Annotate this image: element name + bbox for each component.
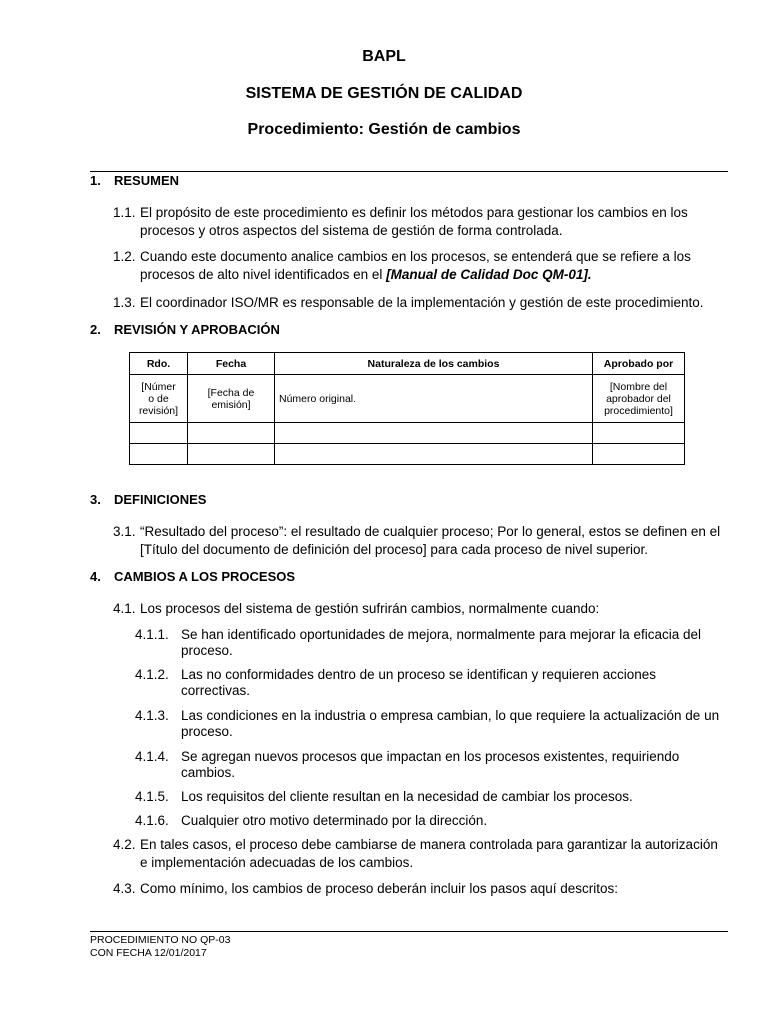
item-text: Cualquier otro motivo determinado por la dirección.: [181, 813, 488, 828]
quality-manual-reference: [Manual de Calidad Doc QM-01].: [386, 267, 592, 282]
cell-fecha: [Fecha de emisión]: [188, 375, 275, 423]
paragraph-4-3: [113, 880, 723, 898]
item-text: Se han identificado oportunidades de mejora, normalmente para mejorar la eficacia del proceso.: [181, 627, 702, 658]
paragraph-4-1: [113, 600, 723, 618]
header-divider: [90, 171, 728, 172]
item-number: 1.3.: [113, 295, 136, 310]
cell-rdo: [Númer o de revisión]: [130, 375, 188, 423]
cell-empty: [593, 444, 685, 465]
item-number: 4.1.4.: [135, 749, 169, 764]
footer-date: CON FECHA 12/01/2017: [90, 947, 207, 959]
table-header-row: [130, 353, 685, 375]
item-text: Se agregan nuevos procesos que impactan en los procesos existentes, requiriendo cambios.: [181, 749, 680, 780]
paragraph-3-1: [113, 523, 723, 559]
section-number: 1.: [90, 173, 101, 188]
item-text: Los requisitos del cliente resultan en la necesidad de cambiar los procesos.: [181, 789, 633, 804]
cell-empty: [188, 423, 275, 444]
table-row: [130, 444, 685, 465]
item-text: El propósito de este procedimiento es definir los métodos para gestionar los cambios en los procesos y otros aspectos del sistema de gestión de forma controlada.: [140, 205, 688, 238]
item-text: “Resultado del proceso”: el resultado de cualquier proceso; Por lo general, estos se definen en el [Título del documento de definición del proceso] para cada proceso de nivel superior.: [140, 524, 721, 557]
org-title: BAPL: [362, 48, 406, 65]
footer-divider: [90, 931, 728, 932]
procedure-title: Procedimiento: Gestión de cambios: [247, 121, 521, 138]
item-number: 4.2.: [113, 837, 136, 852]
col-header-naturaleza: Naturaleza de los cambios: [275, 353, 593, 375]
cell-empty: [188, 444, 275, 465]
cell-empty: [130, 444, 188, 465]
item-number: 4.1.1.: [135, 627, 169, 642]
section-title: DEFINICIONES: [114, 492, 207, 507]
item-text: Cuando este documento analice cambios en los procesos, se entenderá que se refiere a los procesos de alto nivel identificados en el: [140, 249, 691, 282]
item-number: 3.1.: [113, 524, 136, 539]
list-item-4-1-2: [135, 667, 725, 699]
list-item-4-1-6: [135, 813, 725, 829]
item-text: Como mínimo, los cambios de proceso deberán incluir los pasos aquí descritos:: [140, 881, 618, 896]
section-heading-definiciones: [90, 492, 206, 507]
section-number: 3.: [90, 492, 101, 507]
section-title: RESUMEN: [114, 173, 180, 188]
item-number: 4.1.5.: [135, 789, 169, 804]
system-title: SISTEMA DE GESTIÓN DE CALIDAD: [245, 85, 523, 102]
item-number: 4.1.: [113, 601, 136, 616]
item-text: En tales casos, el proceso debe cambiarse de manera controlada para garantizar la autorización e implementación adecuadas de los cambios.: [140, 837, 718, 870]
item-text: Los procesos del sistema de gestión sufrirán cambios, normalmente cuando:: [140, 601, 600, 616]
cell-naturaleza: Número original.: [275, 375, 593, 423]
section-heading-revision: [90, 322, 280, 337]
section-number: 4.: [90, 569, 101, 584]
section-heading-resumen: [90, 173, 179, 188]
paragraph-1-3: [113, 294, 723, 312]
list-item-4-1-3: [135, 708, 725, 740]
cell-empty: [593, 423, 685, 444]
col-header-aprobado: Aprobado por: [593, 353, 685, 375]
cell-empty: [275, 444, 593, 465]
item-text: El coordinador ISO/MR es responsable de la implementación y gestión de este procedimiento.: [140, 295, 704, 310]
list-item-4-1-4: [135, 749, 725, 781]
item-number: 1.2.: [113, 249, 136, 264]
table-row: [130, 423, 685, 444]
list-item-4-1-5: [135, 789, 725, 805]
item-number: 4.1.2.: [135, 667, 169, 682]
item-text: Las condiciones en la industria o empresa cambian, lo que requiere la actualización de un proceso.: [181, 708, 720, 739]
paragraph-4-2: [113, 836, 723, 872]
section-title: CAMBIOS A LOS PROCESOS: [114, 569, 296, 584]
item-number: 4.3.: [113, 881, 136, 896]
col-header-fecha: Fecha: [188, 353, 275, 375]
section-title: REVISIÓN Y APROBACIÓN: [114, 322, 280, 337]
col-header-rdo: Rdo.: [130, 353, 188, 375]
section-heading-cambios: [90, 569, 295, 584]
item-number: 4.1.6.: [135, 813, 169, 828]
item-number: 4.1.3.: [135, 708, 169, 723]
page-footer: [90, 934, 230, 960]
cell-empty: [275, 423, 593, 444]
cell-aprobado: [Nombre del aprobador del procedimiento]: [593, 375, 685, 423]
paragraph-1-2: [113, 248, 723, 284]
list-item-4-1-1: [135, 627, 725, 659]
table-row: [130, 375, 685, 423]
item-number: 1.1.: [113, 205, 136, 220]
item-text: Las no conformidades dentro de un proceso se identifican y requieren acciones correctivas.: [181, 667, 657, 698]
footer-procedure-number: PROCEDIMIENTO NO QP-03: [90, 934, 231, 946]
paragraph-1-1: [113, 204, 723, 240]
section-number: 2.: [90, 322, 101, 337]
cell-empty: [130, 423, 188, 444]
revision-table: [129, 352, 685, 465]
